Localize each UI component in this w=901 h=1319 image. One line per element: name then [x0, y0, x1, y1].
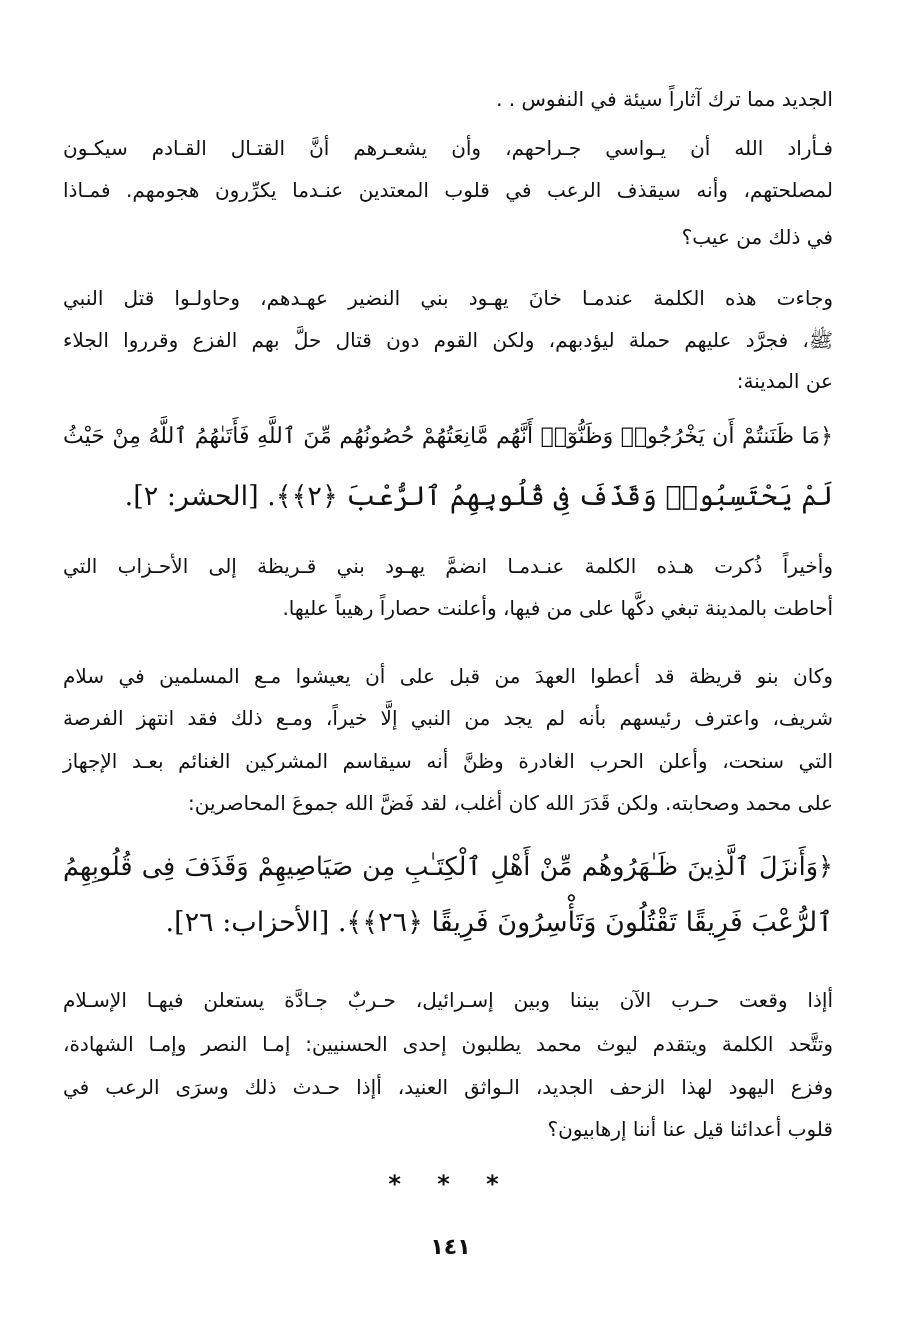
page-number: ١٤١	[430, 1235, 471, 1260]
text-line: فـأراد الله أن يـواسي جـراحهم، وأن يشعـرهم أنَّ القتـال القـادم سيكـون	[63, 136, 833, 160]
text-line: وفزع اليهود لهذا الزحف الجديد، الـواثق العنيد، أإذا حـدث ذلك وسرَى الرعب في	[63, 1075, 833, 1099]
text-line: قلوب أعدائنا قيل عنا أننا إرهابيون؟	[547, 1117, 833, 1141]
quran-verse-line: ٱلرُّعْبَ فَرِيقًا تَقْتُلُونَ وَتَأْسِرُونَ فَرِيقًا ﴿٢٦﴾﴾. [الأحزاب: ٢٦].	[165, 907, 833, 938]
text-line: عن المدينة:	[736, 369, 833, 393]
text-line: شريف، واعترف رئيسهم بأنه لم يجد من النبي إلَّا خيراً، ومـع ذلك فقد انتهز الفرصة	[63, 706, 833, 730]
text-line: أحاطت بالمدينة تبغي دكَّها على من فيها، وأعلنت حصاراً رهيباً عليها.	[282, 596, 833, 620]
text-line: التي سنحت، وأعلن الحرب الغادرة وظنَّ أنه سيقاسم المشركين الغنائم بعـد الإجهاز	[63, 749, 833, 773]
text-line: على محمد وصحابته. ولكن قَدَرَ الله كان أغلب، لقد فَضَّ الله جموعَ المحاصرين:	[187, 791, 833, 815]
text-line: وكان بنو قريظة قد أعطوا العهدَ من قبل على أن يعيشوا مـع المسلمين في سلام	[63, 664, 833, 688]
quran-verse-line: لَمْ يَحْتَسِبُوا۟ وَقَذَفَ فِى قُلُوبِهِمُ ٱلرُّعْبَ ﴿٢﴾﴾. [الحشر: ٢].	[124, 481, 833, 512]
text-line: في ذلك من عيب؟	[681, 225, 833, 249]
text-line: أإذا وقعت حـرب الآن بيننا وبين إسـرائيل، حـربٌ جـادَّة يستعلن فيهـا الإسـلام	[63, 988, 833, 1012]
text-line: ﷺ، فجرَّد عليهم حملة ليؤدبهم، ولكن القوم دون قتال حلَّ بهم الفزع وقرروا الجلاء	[63, 328, 833, 352]
quran-verse-line: ﴿وَأَنزَلَ ٱلَّذِينَ ظَـٰهَرُوهُم مِّنْ أَهْلِ ٱلْكِتَـٰبِ مِن صَيَاصِيهِمْ وَقَذَفَ فِى قُلُوبِهِمُ	[63, 852, 833, 882]
text-line: الجديد مما ترك آثاراً سيئة في النفوس . .	[496, 87, 833, 111]
text-line: وأخيراً ذُكرت هـذه الكلمة عنـدمـا انضمَّ يهـود بني قـريظة إلى الأحـزاب التي	[63, 554, 833, 578]
text-line: وتتَّحد الكلمة ويتقدم ليوث محمد يطلبون إحدى الحسنيين: إمـا النصر وإمـا الشهادة،	[63, 1032, 833, 1056]
quran-verse-line: ﴿مَا ظَنَنتُمْ أَن يَخْرُجُوا۟ وَظَنُّوٓا۟ أَنَّهُم مَّانِعَتُهُمْ حُصُونُهُم مِّنَ ٱللَّهِ فَأَتَىٰهُمُ ٱللَّهُ مِنْ حَيْثُ	[63, 424, 833, 449]
text-line: لمصلحتهم، وأنه سيقذف الرعب في قلوب المعتدين عنـدما يكرِّرون هجومهم. فمـاذا	[63, 178, 833, 202]
section-separator: * * *	[388, 1170, 513, 1198]
text-line: وجاءت هذه الكلمة عندمـا خانَ يهـود بني النضير عهـدهم، وحاولـوا قتل النبي	[63, 286, 833, 310]
